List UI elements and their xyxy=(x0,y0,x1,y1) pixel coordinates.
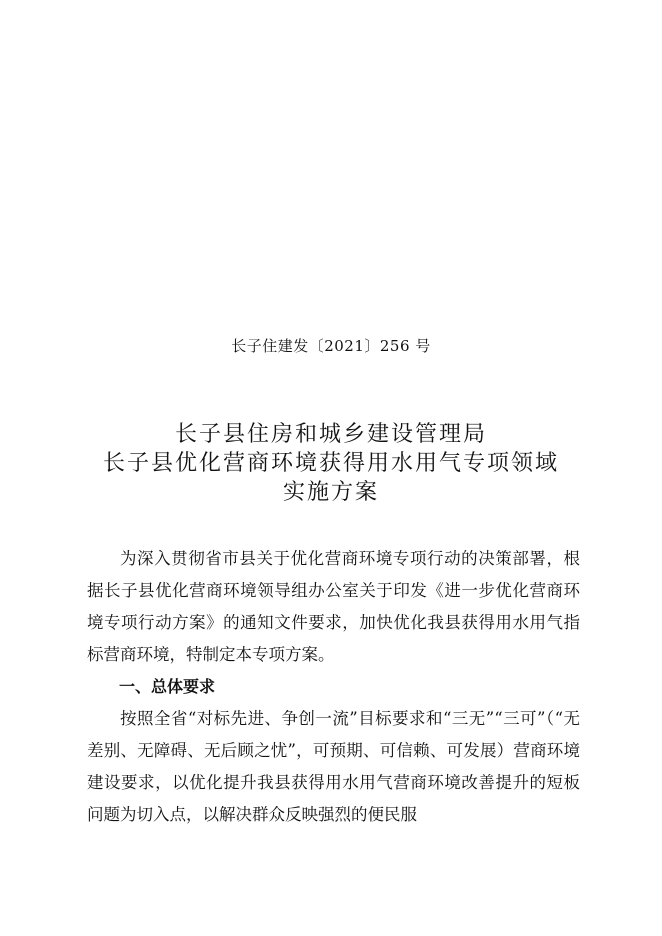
document-number: 长子住建发〔2021〕256 号 xyxy=(231,337,431,355)
section-heading-general-requirements: 一、总体要求 xyxy=(119,677,216,696)
title-line-subject: 长子县优化营商环境获得用水用气专项领域 xyxy=(102,451,559,476)
title-line-type: 实施方案 xyxy=(282,480,379,505)
title-line-issuer: 长子县住房和城乡建设管理局 xyxy=(174,422,487,447)
document-title xyxy=(0,420,662,507)
general-requirements-paragraph: 按照全省“对标先进、争创一流”目标要求和“三无”“三可”（“无差别、无障碍、无后顾之忧”，可预期、可信赖、可发展）营商环境建设要求，以优化提升我县获得用水用气营商环境改善提升的短板问题为切入点，以解决群众反映强烈的便民服 xyxy=(87,709,580,824)
document-body xyxy=(87,543,580,831)
intro-paragraph: 为深入贯彻省市县关于优化营商环境专项行动的决策部署，根据长子县优化营商环境领导组办公室关于印发《进一步优化营商环境专项行动方案》的通知文件要求，加快优化我县获得用水用气指标营商环境，特制定本专项方案。 xyxy=(87,549,580,664)
